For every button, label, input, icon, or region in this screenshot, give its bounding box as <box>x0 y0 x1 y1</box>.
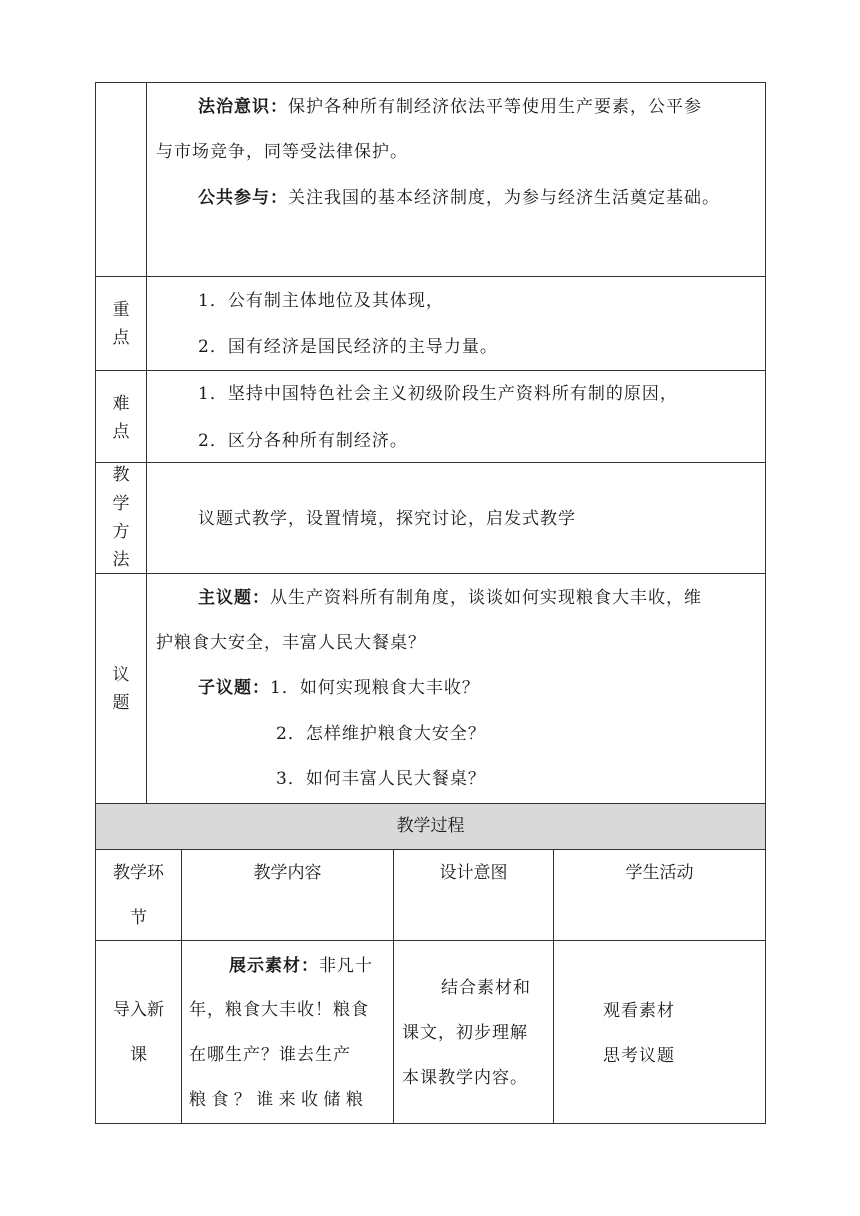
topics-label-top: 议 <box>112 665 130 685</box>
objective-law-line2: 与市场竞争，同等受法律保护。 <box>156 142 408 162</box>
content-line2: 年，粮食大丰收！粮食 <box>189 1000 369 1020</box>
methods-label: 教 <box>112 465 130 485</box>
header-intent: 设计意图 <box>439 863 508 883</box>
objective-public-label: 公共参与： <box>198 188 288 208</box>
objective-public <box>198 187 720 209</box>
header-activity: 学生活动 <box>625 863 694 883</box>
methods-label: 法 <box>112 550 130 570</box>
methods-label: 方 <box>112 522 130 542</box>
sub-topic-label: 子议题： <box>198 678 270 698</box>
content-text: 非凡十 <box>319 956 373 976</box>
intent-line3: 本课教学内容。 <box>402 1068 528 1088</box>
process-title: 教学过程 <box>396 816 465 836</box>
difficulties-label-bottom: 点 <box>112 422 130 442</box>
table-border-right <box>765 82 766 1124</box>
header-stage-line2: 节 <box>130 908 147 928</box>
objective-public-text: 关注我国的基本经济制度，为参与经济生活奠定基础。 <box>288 188 720 208</box>
main-topic-label: 主议题： <box>198 588 270 608</box>
row-divider <box>95 803 766 804</box>
key-points-label-bottom: 点 <box>112 328 130 348</box>
activity-line2: 思考议题 <box>603 1046 675 1066</box>
key-point-item: 2．国有经济是国民经济的主导力量。 <box>198 337 498 357</box>
label-column-divider <box>146 82 147 803</box>
row-divider <box>95 940 766 941</box>
sub-topic-item: 3．如何丰富人民大餐桌？ <box>276 769 486 789</box>
topics-label-bottom: 题 <box>112 693 130 713</box>
header-content: 教学内容 <box>253 863 322 883</box>
methods-text: 议题式教学，设置情境，探究讨论，启发式教学 <box>198 509 576 529</box>
row-divider <box>95 849 766 850</box>
content-line1 <box>229 955 373 977</box>
process-column-divider <box>393 849 394 1124</box>
stage-line1: 导入新 <box>113 1000 164 1020</box>
objective-law-text: 保护各种所有制经济依法平等使用生产要素，公平参 <box>288 97 702 117</box>
key-points-label-top: 重 <box>112 300 130 320</box>
main-topic-line2: 护粮食大安全，丰富人民大餐桌？ <box>156 633 426 653</box>
table-border-top <box>95 82 766 83</box>
row-divider <box>95 370 766 371</box>
activity-line1: 观看素材 <box>603 1001 675 1021</box>
process-column-divider <box>553 849 554 1124</box>
methods-label: 学 <box>112 494 130 514</box>
key-point-item: 1．公有制主体地位及其体现， <box>198 291 444 311</box>
sub-topic-item: 1．如何实现粮食大丰收？ <box>270 678 480 698</box>
difficulties-label-top: 难 <box>112 394 130 414</box>
objective-law-label: 法治意识： <box>198 97 288 117</box>
row-divider <box>95 276 766 277</box>
stage-line2: 课 <box>130 1045 147 1065</box>
intent-line2: 课文，初步理解 <box>402 1023 528 1043</box>
header-stage-line1: 教学环 <box>113 863 164 883</box>
process-column-divider <box>181 849 182 1124</box>
difficulty-item: 2．区分各种所有制经济。 <box>198 431 408 451</box>
objective-law <box>198 96 702 118</box>
difficulty-item: 1．坚持中国特色社会主义初级阶段生产资料所有制的原因， <box>198 384 678 404</box>
content-line3: 在哪生产？谁去生产 <box>189 1045 351 1065</box>
main-topic-text: 从生产资料所有制角度，谈谈如何实现粮食大丰收，维 <box>270 588 702 608</box>
row-divider <box>95 573 766 574</box>
table-border-left <box>95 82 96 1124</box>
intent-line1: 结合素材和 <box>441 978 531 998</box>
sub-topic-first <box>198 677 480 699</box>
content-label: 展示素材： <box>229 956 319 976</box>
row-divider <box>95 462 766 463</box>
main-topic <box>198 587 702 609</box>
sub-topic-item: 2．怎样维护粮食大安全？ <box>276 724 486 744</box>
content-line4: 粮 食 ？ 谁 来 收 储 粮 <box>189 1090 363 1110</box>
table-border-bottom <box>95 1123 766 1124</box>
